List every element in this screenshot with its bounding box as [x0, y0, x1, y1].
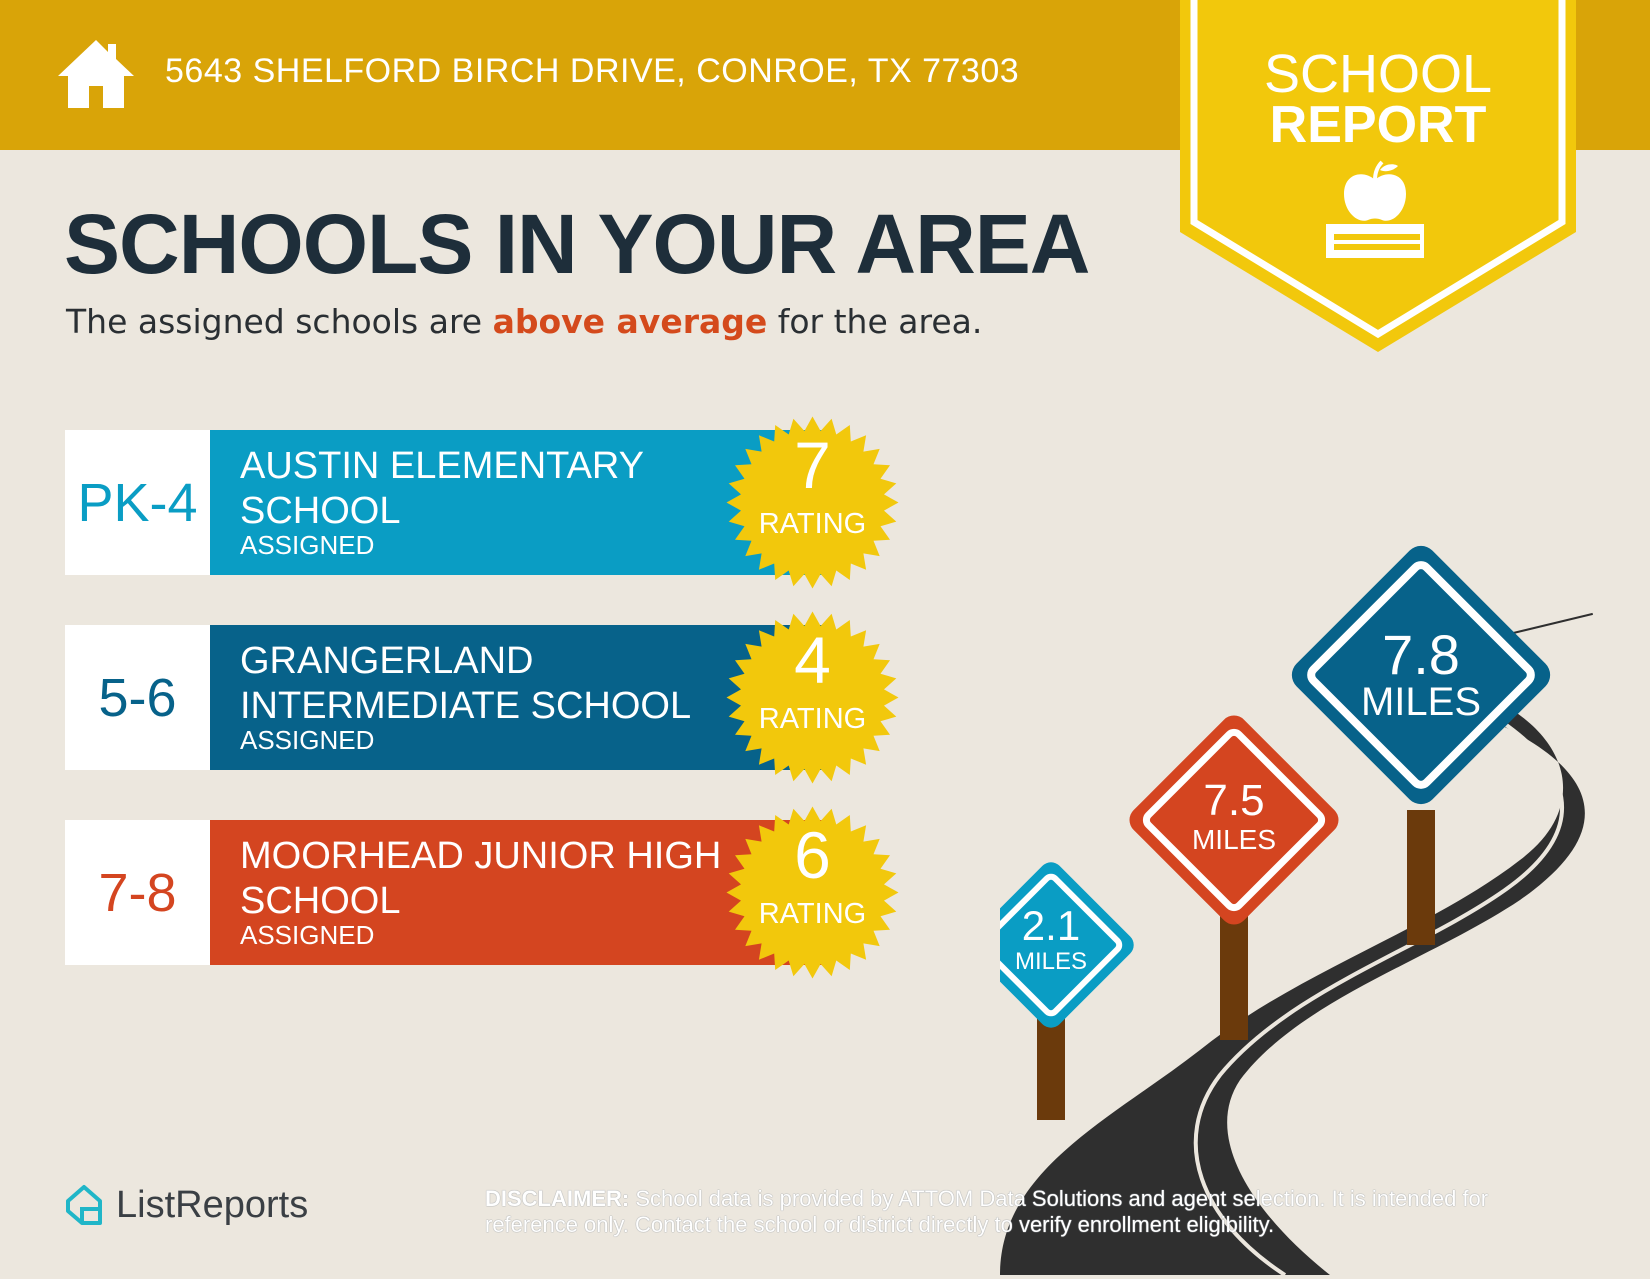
subtitle-text-end: for the area.: [767, 302, 983, 341]
listreports-logo-icon: [64, 1183, 104, 1227]
sign-post: [1220, 910, 1248, 1040]
subtitle-highlight: above average: [492, 302, 768, 341]
school-status: ASSIGNED: [240, 725, 375, 755]
badge-title-line1: SCHOOL: [1263, 44, 1493, 104]
school-name: AUSTIN ELEMENTARY SCHOOL: [240, 445, 644, 532]
road-illustration: [1000, 530, 1650, 1275]
disclaimer-label: DISCLAIMER:: [485, 1186, 630, 1211]
subtitle-text: The assigned schools are: [66, 302, 493, 341]
sign-distance-value: 7.8: [1382, 623, 1460, 686]
sign-distance-unit: MILES: [1360, 680, 1482, 724]
sign-distance-value: 7.5: [1203, 776, 1265, 825]
badge-title-line2: REPORT: [1269, 96, 1487, 154]
school-row-intermediate: [65, 625, 905, 770]
page-subtitle: [66, 302, 982, 341]
sign-distance-value: 2.1: [1021, 902, 1081, 949]
grade-range: 5-6: [65, 625, 210, 770]
rating-label: RATING: [758, 508, 867, 540]
brand-name: ListReports: [116, 1184, 309, 1226]
sign-distance-unit: MILES: [1014, 948, 1088, 975]
school-name: GRANGERLAND INTERMEDIATE SCHOOL: [240, 640, 692, 727]
property-address: 5643 SHELFORD BIRCH DRIVE, CONROE, TX 77303: [165, 52, 1020, 90]
rating-label: RATING: [758, 898, 867, 930]
school-name: MOORHEAD JUNIOR HIGH SCHOOL: [240, 835, 722, 922]
grade-range: 7-8: [65, 820, 210, 965]
rating-seal: [720, 800, 905, 985]
school-status: ASSIGNED: [240, 920, 375, 950]
sign-distance-unit: MILES: [1191, 824, 1277, 855]
rating-seal: [720, 605, 905, 790]
rating-value: 6: [794, 818, 831, 892]
school-row-elementary: [65, 430, 905, 575]
home-icon: [56, 36, 136, 112]
rating-label: RATING: [758, 703, 867, 735]
rating-seal: [720, 410, 905, 595]
school-status: ASSIGNED: [240, 530, 375, 560]
disclaimer: [485, 1186, 1565, 1238]
rating-value: 7: [794, 428, 831, 502]
apple-on-book-icon: [1320, 158, 1430, 263]
grade-range: PK-4: [65, 430, 210, 575]
sign-post: [1407, 810, 1435, 945]
school-row-junior-high: [65, 820, 905, 965]
rating-value: 4: [794, 623, 831, 697]
disclaimer-text: School data is provided by ATTOM Data Solutions and agent selection. It is intended for reference only. Contact the school or district directly to verify enrollment eligibility.: [485, 1186, 1489, 1237]
page-title: SCHOOLS IN YOUR AREA: [64, 197, 1090, 291]
